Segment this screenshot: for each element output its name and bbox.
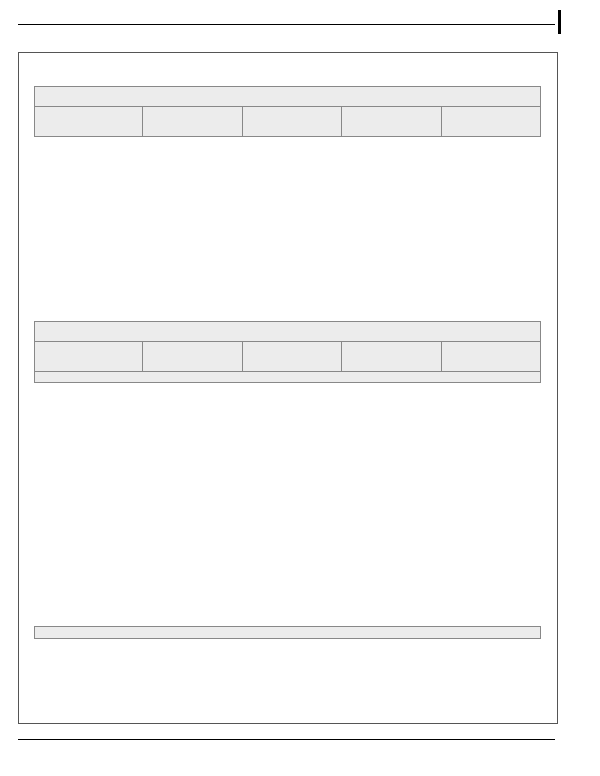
column-header: [342, 107, 442, 137]
header-rule: [18, 24, 555, 25]
footer-rule: [18, 739, 555, 740]
column-header: [142, 342, 242, 372]
undercarriage-header: [35, 342, 143, 372]
column-header-row: [35, 342, 541, 372]
attachment-adds-caption: [35, 372, 541, 383]
column-header: [242, 107, 342, 137]
column-header: [342, 342, 442, 372]
change-bar: [558, 10, 561, 34]
undercarriage-header: [35, 107, 143, 137]
column-header: [242, 342, 342, 372]
optional-weight-table: [34, 626, 541, 639]
column-header-row: [35, 107, 541, 137]
optional-adds-caption: [35, 627, 541, 639]
table-caption: [35, 87, 541, 107]
column-header: [442, 107, 541, 137]
ground-pressure-table: [34, 86, 541, 137]
column-header: [442, 342, 541, 372]
column-header: [142, 107, 242, 137]
table-caption: [35, 322, 541, 342]
machine-weight-table: [34, 321, 541, 383]
section-frame: [18, 52, 558, 724]
